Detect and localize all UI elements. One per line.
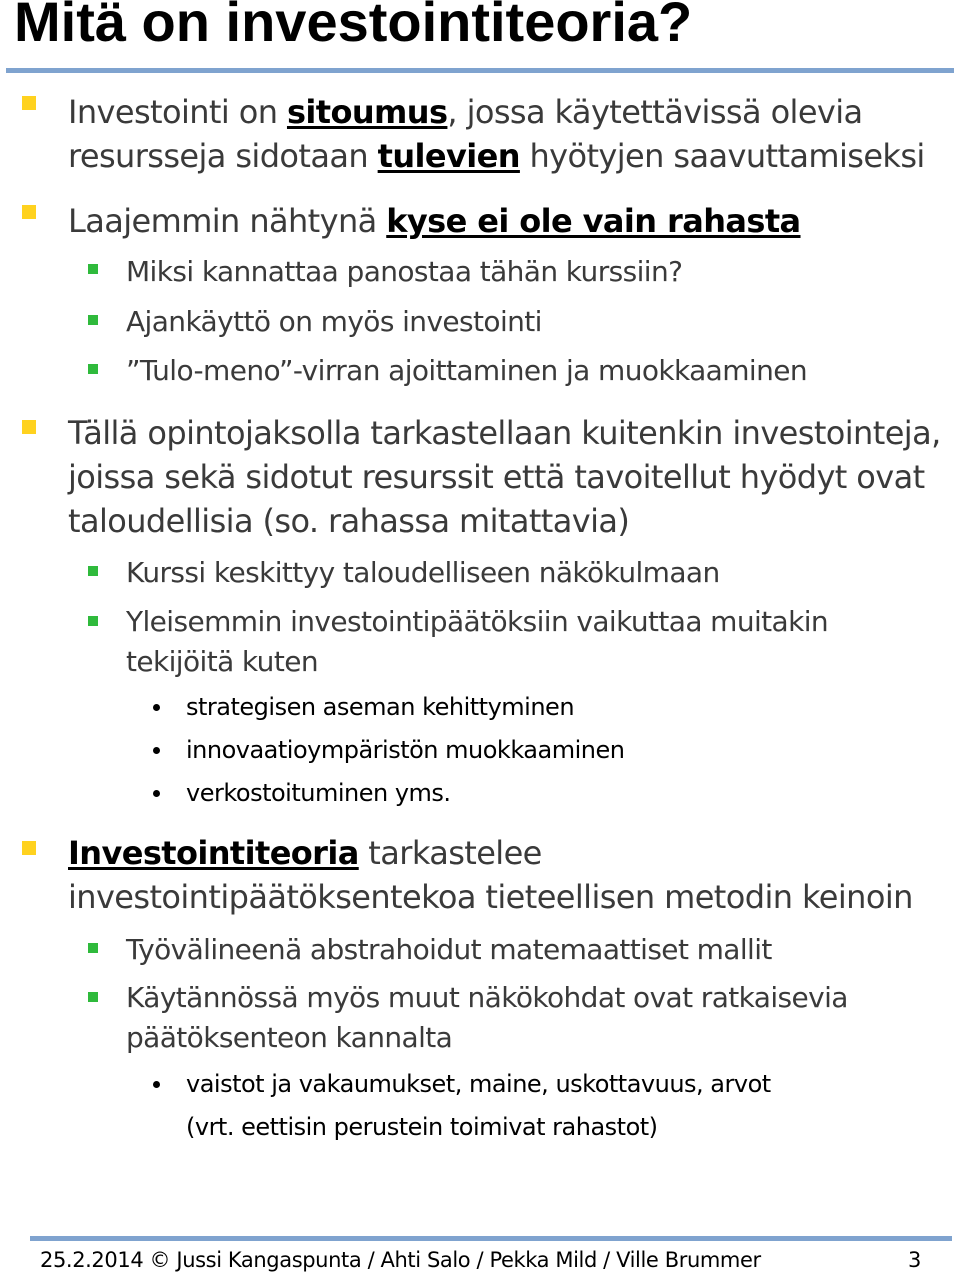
sub-bullet: Yleisemmin investointipäätöksiin vaikuttaa muitakin tekijöitä kuten: [126, 605, 829, 678]
green-square-bullet-icon: [88, 943, 98, 953]
sub-sub-bullet: innovaatioympäristön muokkaaminen: [186, 736, 625, 764]
bullet-broader-view: [68, 199, 948, 243]
yellow-square-bullet-icon: [22, 420, 36, 434]
round-bullet-icon: [153, 747, 160, 754]
sub-sub-bullet: strategisen aseman kehittyminen: [186, 693, 575, 721]
green-square-bullet-icon: [88, 364, 98, 374]
round-bullet-icon: [153, 1081, 160, 1088]
green-square-bullet-icon: [88, 566, 98, 576]
emphasis-investointiteoria: Investointiteoria: [68, 834, 359, 872]
bullet-investment-theory: [68, 831, 948, 919]
green-square-bullet-icon: [88, 992, 98, 1002]
bullet-text: tarkastelee investointipäätöksentekoa tieteellisen metodin keinoin: [68, 834, 913, 916]
sub-sub-bullet: vaistot ja vakaumukset, maine, uskottavuus, arvot: [186, 1070, 771, 1098]
green-square-bullet-icon: [88, 315, 98, 325]
footer-credits: 25.2.2014 © Jussi Kangaspunta / Ahti Salo / Pekka Mild / Ville Brummer: [40, 1248, 761, 1272]
sub-bullet: Työvälineenä abstrahoidut matemaattiset mallit: [126, 933, 772, 966]
sub-bullet: Kurssi keskittyy taloudelliseen näkökulmaan: [126, 556, 720, 589]
footer-divider: [30, 1236, 952, 1241]
round-bullet-icon: [153, 704, 160, 711]
emphasis-not-only-money: kyse ei ole vain rahasta: [386, 202, 801, 240]
yellow-square-bullet-icon: [22, 205, 36, 219]
green-square-bullet-icon: [88, 264, 98, 274]
green-square-bullet-icon: [88, 616, 98, 626]
footer: [0, 1246, 960, 1276]
sub-sub-bullet: verkostoituminen yms.: [186, 779, 451, 807]
bullet-text: Investointi on: [68, 93, 287, 131]
sub-bullet: ”Tulo-meno”-virran ajoittaminen ja muokkaaminen: [126, 354, 808, 387]
emphasis-sitoumus: sitoumus: [286, 93, 448, 131]
sub-sub-bullet-continuation: (vrt. eettisin perustein toimivat rahastot): [186, 1113, 658, 1141]
bullet-text: hyötyjen saavuttamiseksi: [519, 137, 925, 175]
page-number: 3: [908, 1248, 921, 1272]
bullet-investment-definition: [68, 90, 948, 178]
sub-bullet: Käytännössä myös muut näkökohdat ovat ratkaisevia päätöksenteon kannalta: [126, 981, 848, 1054]
round-bullet-icon: [153, 790, 160, 797]
title-divider: [6, 68, 954, 73]
bullet-text: Laajemmin nähtynä: [68, 202, 387, 240]
yellow-square-bullet-icon: [22, 96, 36, 110]
sub-bullet: Ajankäyttö on myös investointi: [126, 305, 542, 338]
yellow-square-bullet-icon: [22, 841, 36, 855]
emphasis-tulevien: tulevien: [377, 137, 520, 175]
bullet-course-scope: Tällä opintojaksolla tarkastellaan kuitenkin investointeja, joissa sekä sidotut resurssit että tavoitellut hyödyt ovat taloudellisia (so. rahassa mitattavia): [68, 414, 941, 540]
bullet-text: , jossa käytettävissä olevia resursseja sidotaan: [68, 93, 863, 175]
sub-bullet: Miksi kannattaa panostaa tähän kurssiin?: [126, 255, 683, 288]
slide-title: Mitä on investointiteoria?: [14, 0, 693, 53]
